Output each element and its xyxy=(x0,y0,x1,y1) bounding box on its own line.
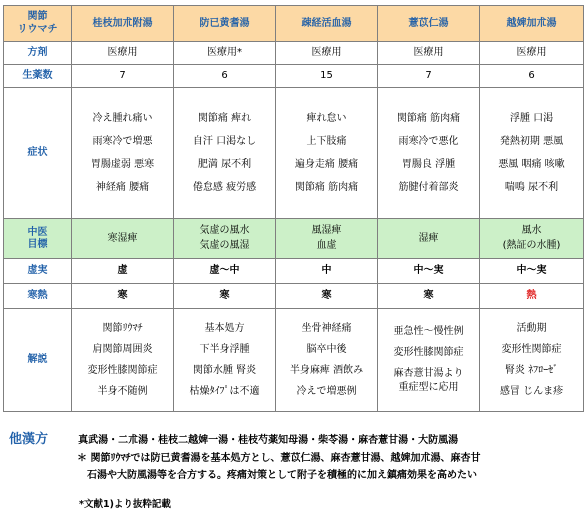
symptom-item: 喘鳴 尿不利 xyxy=(504,181,559,193)
symptom-item: 雨寒冷で悪化 xyxy=(398,135,459,147)
header-row xyxy=(4,6,584,42)
chui-row xyxy=(4,219,584,259)
commentary-list xyxy=(174,309,276,412)
corner-label: 関節 リウマチ xyxy=(4,6,72,42)
commentary-item: 冷えで増悪例 xyxy=(296,385,357,397)
commentary-list xyxy=(72,309,174,412)
commentary-item: 半身麻痺 酒飲み xyxy=(289,364,364,376)
houzai-value: 医療用 xyxy=(276,42,378,65)
commentary-item: 亜急性～慢性例 xyxy=(393,326,464,337)
shojo-row xyxy=(4,88,584,219)
row-label-kyojitsu: 虚実 xyxy=(4,259,72,284)
commentary-item: 下半身浮腫 xyxy=(199,343,250,355)
houzai-value: 医療用 xyxy=(378,42,480,65)
commentary-item: 枯燥ﾀｲﾌﾟは不適 xyxy=(189,385,260,397)
deficiency-excess: 中～実 xyxy=(378,259,480,284)
formula-header-1: 桂枝加朮附湯 xyxy=(72,6,174,42)
commentary-item: 変形性膝関節症 xyxy=(87,364,158,376)
other-kampo-list: 真武湯・二朮湯・桂枝二越婢一湯・桂枝芍薬知母湯・柴苓湯・麻杏薏甘湯・大防風湯 xyxy=(78,435,459,446)
houzai-value: 医療用 xyxy=(480,42,584,65)
houzai-row xyxy=(4,42,584,65)
cold-heat: 寒 xyxy=(72,284,174,309)
commentary-item: 関節水腫 腎炎 xyxy=(192,364,257,376)
kannetsu-row xyxy=(4,284,584,309)
symptom-list xyxy=(174,88,276,219)
commentary-item: 変形性関節症 xyxy=(501,343,562,355)
row-label-kaisetsu: 解説 xyxy=(4,309,72,412)
other-kampo-line xyxy=(3,428,583,446)
symptom-list xyxy=(480,88,584,219)
row-label-houzai: 方剤 xyxy=(4,42,72,65)
shoyakusu-row xyxy=(4,65,584,88)
deficiency-excess: 虚 xyxy=(72,259,174,284)
herb-count: 7 xyxy=(378,65,480,88)
symptom-item: 自汗 口渇なし xyxy=(192,135,257,147)
deficiency-excess: 中～実 xyxy=(480,259,584,284)
symptom-item: 雨寒冷で増悪 xyxy=(92,135,153,147)
commentary-item: 変形性膝関節症 xyxy=(393,347,464,358)
row-label-chui: 中医 目標 xyxy=(4,219,72,259)
commentary-item: 関節ﾘｳﾏﾁ xyxy=(102,322,143,334)
commentary-item: 半身不随例 xyxy=(97,385,148,397)
symptom-list xyxy=(378,88,480,219)
commentary-item: 脳卒中後 xyxy=(306,343,347,355)
symptom-item: 関節痛 筋肉痛 xyxy=(294,181,359,193)
symptom-item: 筋腱付着部炎 xyxy=(398,181,459,193)
symptom-item: 悪風 咽痛 咳嗽 xyxy=(498,158,565,170)
tcm-target: 湿痺 xyxy=(378,219,480,259)
symptom-item: 関節痛 痺れ xyxy=(197,112,252,124)
cold-heat: 寒 xyxy=(174,284,276,309)
commentary-list xyxy=(378,309,480,412)
commentary-item: 肩関節周囲炎 xyxy=(92,343,153,355)
symptom-item: 上下肢痛 xyxy=(306,135,347,147)
houzai-value: 医療用* xyxy=(174,42,276,65)
commentary-item: 重症型に応用 xyxy=(398,382,459,393)
cold-heat: 寒 xyxy=(378,284,480,309)
commentary-item: 坐骨神経痛 xyxy=(301,322,352,334)
deficiency-excess: 中 xyxy=(276,259,378,284)
source-citation: *文献1)より抜粋記載 xyxy=(79,499,171,510)
commentary-item: 基本処方 xyxy=(204,322,245,334)
commentary-list xyxy=(480,309,584,412)
symptom-item: 倦怠感 疲労感 xyxy=(192,181,257,193)
kaisetsu-row xyxy=(4,309,584,412)
herb-count: 6 xyxy=(174,65,276,88)
commentary-list xyxy=(276,309,378,412)
herb-count: 6 xyxy=(480,65,584,88)
symptom-item: 神経痛 腰痛 xyxy=(95,181,150,193)
formula-header-3: 疎経活血湯 xyxy=(276,6,378,42)
symptom-item: 発熱初期 悪風 xyxy=(499,135,564,147)
herb-count: 7 xyxy=(72,65,174,88)
row-label-shoyakusu: 生薬数 xyxy=(4,65,72,88)
other-kampo-label: 他漢方 xyxy=(9,432,49,447)
tcm-target: 風水 (熱証の水腫) xyxy=(480,219,584,259)
symptom-item: 遍身走痛 腰痛 xyxy=(294,158,359,170)
symptom-item: 関節痛 筋肉痛 xyxy=(396,112,461,124)
formula-header-2: 防已黄耆湯 xyxy=(174,6,276,42)
footnote-line: ＊ 関節ﾘｳﾏﾁでは防已黄耆湯を基本処方とし、薏苡仁湯、麻杏薏甘湯、越婢加朮湯、麻杏甘 xyxy=(77,453,481,464)
symptom-item: 胃腸虚弱 悪寒 xyxy=(90,158,155,170)
commentary-item: 感冒 じんま疹 xyxy=(499,385,564,397)
formula-header-5: 越婢加朮湯 xyxy=(480,6,584,42)
symptom-list xyxy=(276,88,378,219)
symptom-item: 肥満 尿不利 xyxy=(197,158,252,170)
tcm-target: 寒湿痺 xyxy=(72,219,174,259)
footnote xyxy=(3,450,583,484)
commentary-item: 麻杏薏甘湯より xyxy=(393,368,464,379)
formula-header-4: 薏苡仁湯 xyxy=(378,6,480,42)
row-label-shojo: 症状 xyxy=(4,88,72,219)
commentary-item: 活動期 xyxy=(516,322,547,334)
deficiency-excess: 虚～中 xyxy=(174,259,276,284)
kyojitsu-row xyxy=(4,259,584,284)
cold-heat-hot: 熱 xyxy=(480,284,584,309)
tcm-target: 風湿痺 血虚 xyxy=(276,219,378,259)
symptom-list xyxy=(72,88,174,219)
symptom-item: 浮腫 口渇 xyxy=(509,112,554,124)
symptom-item: 胃腸良 浮腫 xyxy=(401,158,456,170)
footnote-line: 石湯や大防風湯等を合方する。疼痛対策として附子を積極的に加え鎮痛効果を高めたい xyxy=(87,470,477,481)
tcm-target: 気虚の風水 気虚の風湿 xyxy=(174,219,276,259)
commentary-item: 腎炎 ﾈﾌﾛｰｾﾞ xyxy=(504,364,559,376)
row-label-kannetsu: 寒熱 xyxy=(4,284,72,309)
cold-heat: 寒 xyxy=(276,284,378,309)
symptom-item: 冷え腫れ痛い xyxy=(92,112,153,124)
symptom-item: 痺れ怠い xyxy=(306,112,347,124)
herb-count: 15 xyxy=(276,65,378,88)
houzai-value: 医療用 xyxy=(72,42,174,65)
formula-comparison-table xyxy=(3,5,584,412)
